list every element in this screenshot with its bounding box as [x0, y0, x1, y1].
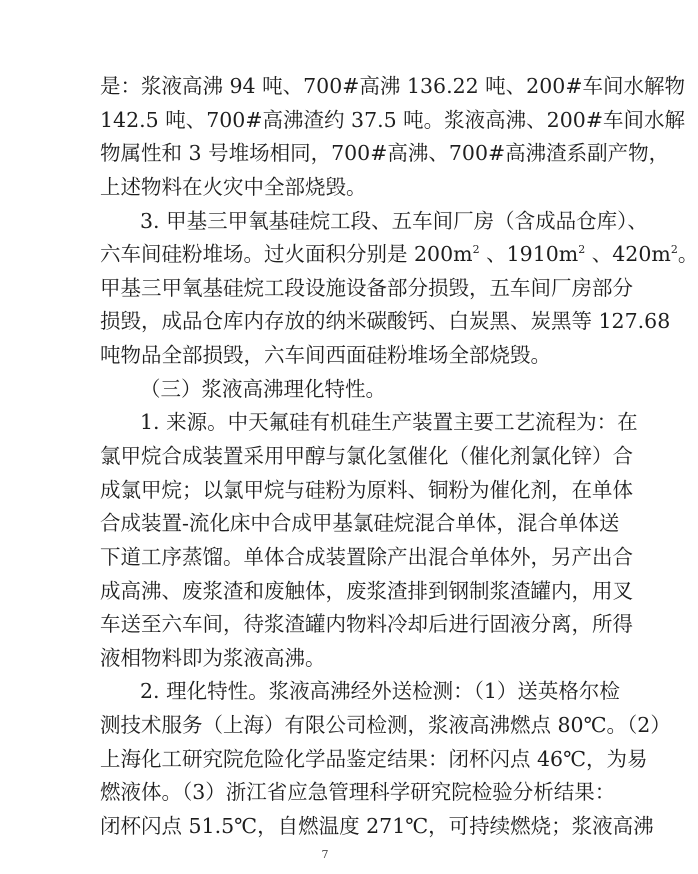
text-line: 损毁，成品仓库内存放的纳米碳酸钙、白炭黑、炭黑等 127.68: [100, 309, 671, 334]
text-line: 测技术服务（上海）有限公司检测，浆液高沸燃点 80℃。（2）: [100, 713, 671, 738]
text-line: 成高沸、废浆渣和废触体，废浆渣排到钢制浆渣罐内，用叉: [100, 578, 633, 603]
text-line: 车送至六车间，待浆渣罐内物料冷却后进行固液分离，所得: [100, 612, 633, 637]
section-heading: （三）浆液高沸理化特性。: [140, 376, 386, 401]
text-line: 甲基三甲氧基硅烷工段设施设备部分损毁，五车间厂房部分: [100, 275, 633, 300]
text-line: 液相物料即为浆液高沸。: [100, 645, 326, 670]
text-line: 成氯甲烷；以氯甲烷与硅粉为原料、铜粉为催化剂，在单体: [100, 477, 633, 502]
text-line: 合成装置-流化床中合成甲基氯硅烷混合单体，混合单体送: [100, 511, 620, 536]
text-line: 2. 理化特性。浆液高沸经外送检测：（1）送英格尔检: [140, 679, 620, 704]
text-line: 上述物料在火灾中全部烧毁。: [100, 174, 367, 199]
text-line: 吨物品全部损毁，六车间西面硅粉堆场全部烧毁。: [100, 343, 551, 368]
text-line: 142.5 吨、700#高沸渣约 37.5 吨。浆液高沸、200#车间水解: [100, 107, 685, 132]
text-line: 上海化工研究院危险化学品鉴定结果：闭杯闪点 46℃，为易: [100, 746, 648, 771]
text-line: 3. 甲基三甲氧基硅烷工段、五车间厂房（含成品仓库）、: [140, 208, 648, 233]
text-line: 1. 来源。中天氟硅有机硅生产装置主要工艺流程为：在: [140, 410, 638, 435]
text-line: 下道工序蒸馏。单体合成装置除产出混合单体外，另产出合: [100, 544, 633, 569]
text-line: 氯甲烷合成装置采用甲醇与氯化氢催化（催化剂氯化锌）合: [100, 444, 633, 468]
page-number: 7: [321, 848, 329, 861]
text-line: 六车间硅粉堆场。过火面积分别是 $200m^2$ 、$1910m^2$ 、$420m^2$。: [100, 242, 698, 267]
text-line: 燃液体。（3）浙江省应急管理科学研究院检验分析结果：: [100, 780, 616, 805]
text-line: 物属性和 3 号堆场相同，700#高沸、700#高沸渣系副产物，: [100, 141, 670, 166]
text-line: 是：浆液高沸 94 吨、700#高沸 136.22 吨、200#车间水解物: [100, 74, 685, 98]
text-line: 闭杯闪点 51.5℃，自燃温度 271℃，可持续燃烧；浆液高沸: [100, 814, 654, 838]
